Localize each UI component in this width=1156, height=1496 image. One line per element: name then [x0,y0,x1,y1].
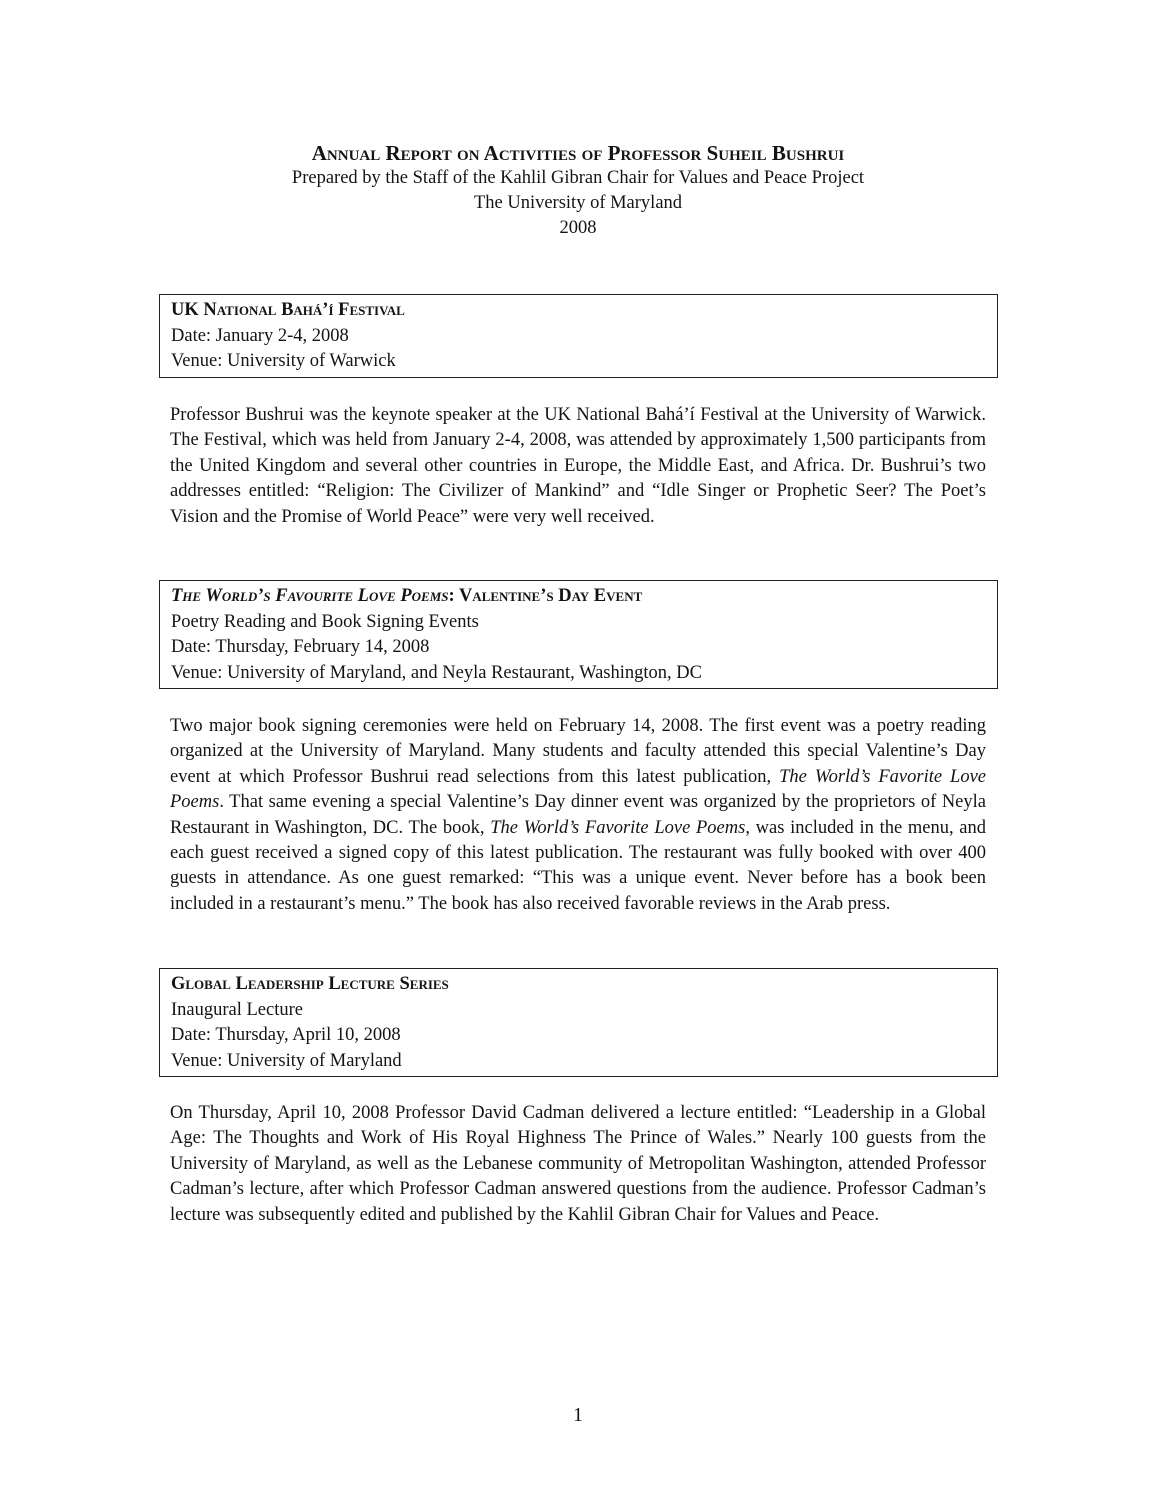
section-1-paragraph: Professor Bushrui was the keynote speaker at the UK National Bahá’í Festival at the University of Warwick. The Festival, which was held from January 2-4, 2008, was attended by approximately 1,500 participants from the United Kingdom and several other countries in Europe, the Middle East, and Africa. Dr. Bushrui’s two addresses entitled: “Religion: The Civilizer of Mankind” and “Idle Singer or Prophetic Seer? The Poet’s Vision and the Promise of World Peace” were very well received. [170,405,986,527]
section-2-date: Date: Thursday, February 14, 2008 [171,637,430,657]
report-subtitle: Prepared by the Staff of the Kahlil Gibran Chair for Values and Peace Project [291,168,865,188]
section-2-info-box [159,580,998,689]
section-3-info-box [159,968,998,1077]
section-2-heading [171,584,997,610]
section-2-text-part: . That same evening a special Valentine’s Day dinner event was organized by the proprietors of Neyla Restaurant in Washington, DC. The book, [170,792,986,838]
report-year: 2008 [559,218,597,238]
section-3-paragraph: On Thursday, April 10, 2008 Professor David Cadman delivered a lecture entitled: “Leadership in a Global Age: The Thoughts and Work of His Royal Highness The Prince of Wales.” Nearly 100 guests from the University of Maryland, as well as the Lebanese community of Metropolitan Washington, attended Professor Cadman’s lecture, after which Professor Cadman answered questions from the audience. Professor Cadman’s lecture was subsequently edited and published by the Kahlil Gibran Chair for Values and Peace. [170,1103,986,1225]
section-2-text-part: , was included in the menu, and each guest received a signed copy of this latest publication. The restaurant was fully booked with over 400 guests in attendance. As one guest remarked: “This was a unique event. Never before has a book been included in a restaurant’s menu.” The book has also received favorable reviews in the Arab press. [170,817,987,914]
report-title: Annual Report on Activities of Professor Suheil Bushrui [311,141,845,165]
section-1-heading: UK National Bahá’í Festival [171,300,405,320]
report-institution: The University of Maryland [473,193,683,213]
section-2-subtitle: Poetry Reading and Book Signing Events [171,611,479,632]
section-3-venue: Venue: University of Maryland [171,1050,402,1071]
section-2-heading-title: The World’s Favourite Love Poems [171,586,449,606]
section-3-date: Date: Thursday, April 10, 2008 [171,1025,401,1045]
report-header [0,140,1156,241]
section-1-venue: Venue: University of Warwick [171,351,396,371]
section-3-heading: Global Leadership Lecture Series [171,974,449,994]
section-2-venue: Venue: University of Maryland, and Neyla Restaurant, Washington, DC [171,662,702,683]
section-2-text-part: Two major book signing ceremonies were held on February 14, 2008. The first event was a poetry reading organized at the University of Maryland. Many students and faculty attended this special Valentine’s Day event at which Professor Bushrui read selections from this latest publication, [170,716,986,787]
page-number: 1 [573,1404,583,1426]
book-title-italic: The World’s Favorite Love Poems [170,766,986,813]
section-2-paragraph [170,714,986,917]
section-3-subtitle: Inaugural Lecture [171,999,303,1020]
section-1-date: Date: January 2-4, 2008 [171,325,349,346]
book-title-italic: The World’s Favorite Love Poems [490,817,746,838]
section-2-heading-rest: : Valentine’s Day Event [448,586,643,606]
section-1-info-box [159,294,998,378]
